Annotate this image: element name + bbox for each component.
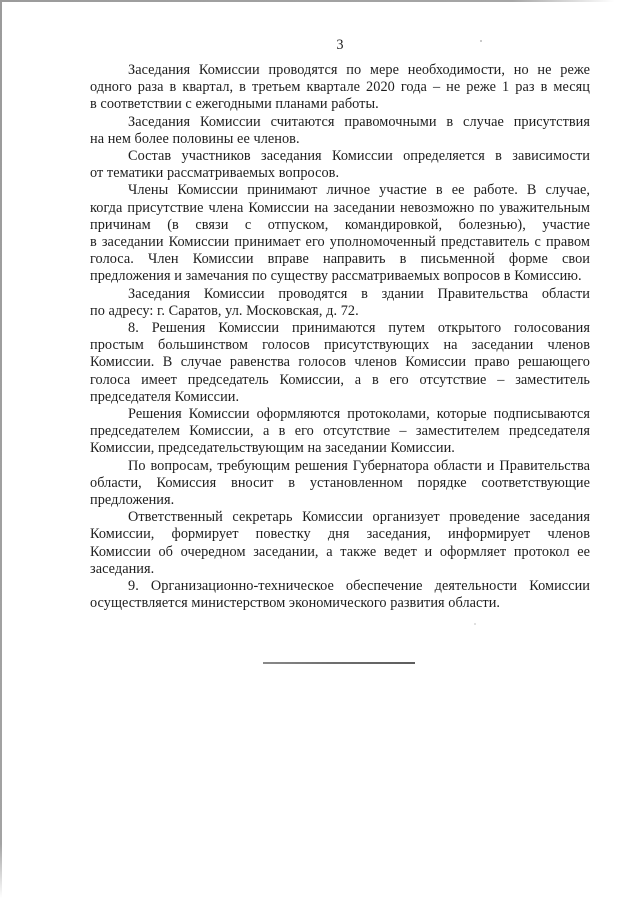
text-line: от тематики рассматриваемых вопросов. <box>90 165 340 182</box>
scan-speckle <box>480 40 482 42</box>
text-line: председателя Комиссии. <box>90 388 240 405</box>
text-line: осуществляется министерством экономического развития области. <box>90 595 501 612</box>
text-line: в соответствии с ежегодными планами работы. <box>90 96 379 113</box>
text-line: Состав участников заседания Комиссии определяется в зависимости <box>128 148 590 165</box>
text-line: на нем более половины ее членов. <box>90 130 300 147</box>
scan-speckle <box>474 623 476 625</box>
text-line: 9. Организационно-техническое обеспечение деятельности Комиссии <box>128 578 590 595</box>
text-line: Комиссии, формирует повестку дня заседания, информирует членов <box>90 526 590 543</box>
paragraph <box>90 182 590 285</box>
paragraph <box>90 578 590 612</box>
text-line: когда присутствие члена Комиссии на заседании невозможно по уважительным <box>90 199 590 216</box>
text-line: предложения. <box>90 492 175 509</box>
text-line: голоса. Член Комиссии вправе направить в письменной форме свои <box>90 251 590 268</box>
paragraph <box>90 320 590 406</box>
text-line: области, Комиссия вносит в установленном порядке соответствующие <box>90 474 590 491</box>
text-line: Заседания Комиссии считаются правомочными в случае присутствия <box>128 113 590 130</box>
paragraph <box>90 509 590 578</box>
text-line: Решения Комиссии оформляются протоколами, которые подписываются <box>128 406 590 423</box>
text-line: Комиссии об очередном заседании, а также ведет и оформляет протокол ее <box>90 543 590 560</box>
scan-edge-top <box>0 0 640 2</box>
text-line: Комиссии, председательствующим на заседании Комиссии. <box>90 440 455 457</box>
page-number: 3 <box>336 37 344 53</box>
text-line: председателем Комиссии, а в его отсутствие – заместителем председателя <box>90 423 590 440</box>
scan-edge-left <box>0 0 2 898</box>
text-line: простым большинством голосов присутствующих на заседании членов <box>90 337 590 354</box>
paragraph <box>90 406 590 458</box>
text-line: Заседания Комиссии проводятся в здании Правительства области <box>128 285 590 302</box>
text-line: По вопросам, требующим решения Губернатора области и Правительства <box>128 457 590 474</box>
text-line: одного раза в квартал, в третьем квартале 2020 года – не реже 1 раз в месяц <box>90 79 590 96</box>
text-line: предложения и замечания по существу рассматриваемых вопросов в Комиссию. <box>90 268 582 285</box>
paragraph <box>90 114 590 148</box>
text-line: причинам (в связи с отпуском, командировкой, болезнью), участие <box>90 216 590 233</box>
text-line: по адресу: г. Саратов, ул. Московская, д. 72. <box>90 302 359 319</box>
text-line: 8. Решения Комиссии принимаются путем открытого голосования <box>128 320 590 337</box>
paragraph <box>90 458 590 510</box>
text-line: голоса имеет председатель Комиссии, а в его отсутствие – заместитель <box>90 371 590 388</box>
paragraph <box>90 62 590 114</box>
text-line: Члены Комиссии принимают личное участие в ее работе. В случае, <box>128 182 590 199</box>
paragraph <box>90 286 590 320</box>
text-line: Ответственный секретарь Комиссии организует проведение заседания <box>128 509 590 526</box>
text-line: заседания. <box>90 560 155 577</box>
document-body <box>90 62 590 613</box>
text-line: Заседания Комиссии проводятся по мере необходимости, но не реже <box>128 62 590 78</box>
section-divider-line <box>263 662 415 664</box>
paragraph <box>90 148 590 182</box>
text-line: Комиссии. В случае равенства голосов членов Комиссии право решающего <box>90 354 590 371</box>
text-line: в заседании Комиссии принимает его уполномоченный представитель с правом <box>90 234 590 251</box>
